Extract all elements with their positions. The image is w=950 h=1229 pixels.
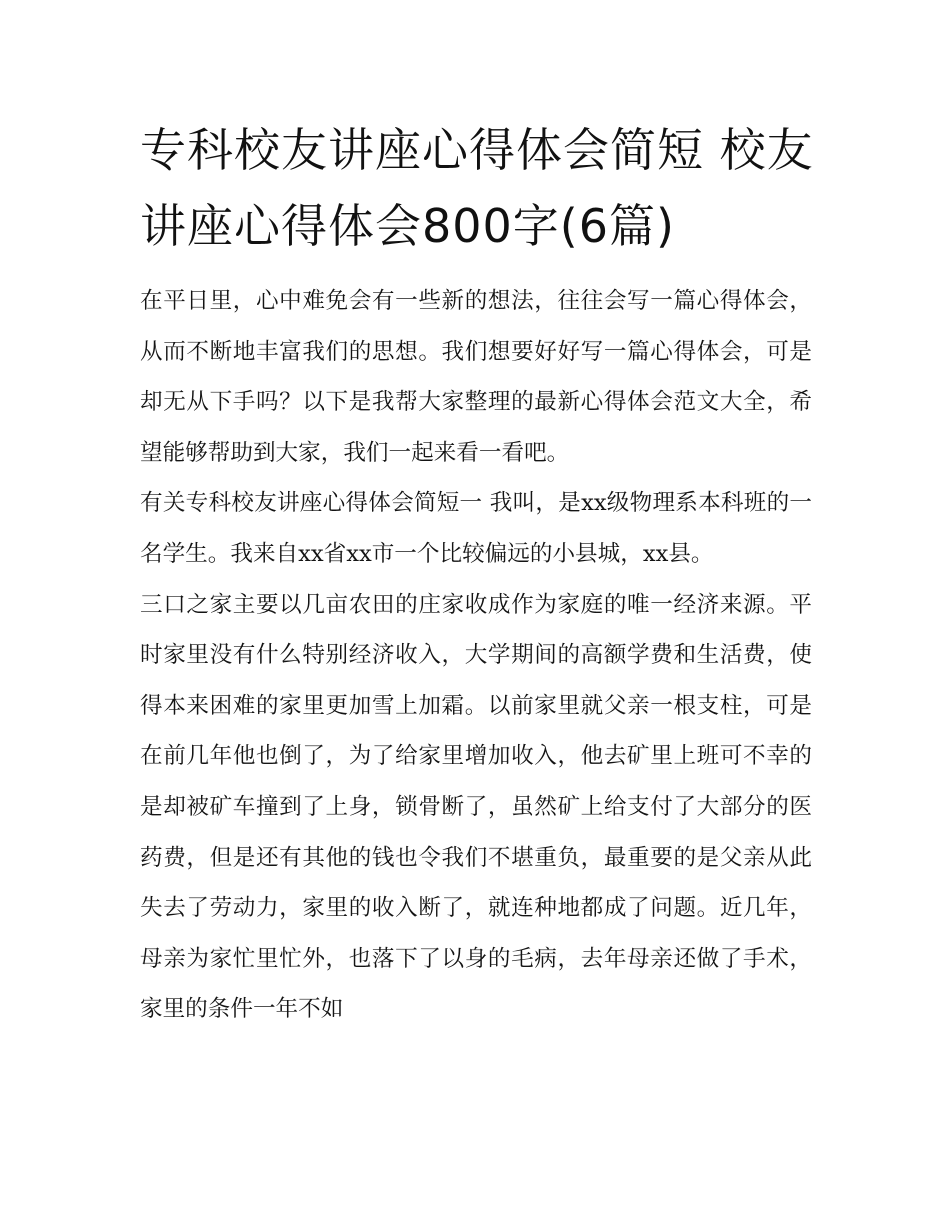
paragraph-family-situation: 三口之家主要以几亩农田的庄家收成作为家庭的唯一经济来源。平时家里没有什么特别经济收入，大学期间的高额学费和生活费，使得本来困难的家里更加雪上加霜。以前家里就父亲一根支柱，可是在前几年他也倒了，为了给家里增加收入，他去矿里上班可不幸的是却被矿车撞到了上身，锁骨断了，虽然矿上给支付了大部分的医药费，但是还有其他的钱也令我们不堪重负，最重要的是父亲从此失去了劳动力，家里的收入断了，就连种地都成了问题。近几年，母亲为家忙里忙外，也落下了以身的毛病，去年母亲还做了手术，家里的条件一年不如 bbox=[140, 591, 812, 1023]
paragraph-self-introduction: 有关专科校友讲座心得体会简短一 我叫，是xx级物理系本科班的一名学生。我来自xx省xx市一个比较偏远的小县城，xx县。 bbox=[140, 490, 812, 567]
paragraph-intro: 在平日里，心中难免会有一些新的想法，往往会写一篇心得体会，从而不断地丰富我们的思想。我们想要好好写一篇心得体会，可是却无从下手吗？以下是我帮大家整理的最新心得体会范文大全，希望能够帮助到大家，我们一起来看一看吧。 bbox=[140, 288, 812, 466]
document-body bbox=[140, 276, 812, 1035]
document-title: 专科校友讲座心得体会简短 校友讲座心得体会800字(6篇) bbox=[140, 123, 814, 253]
